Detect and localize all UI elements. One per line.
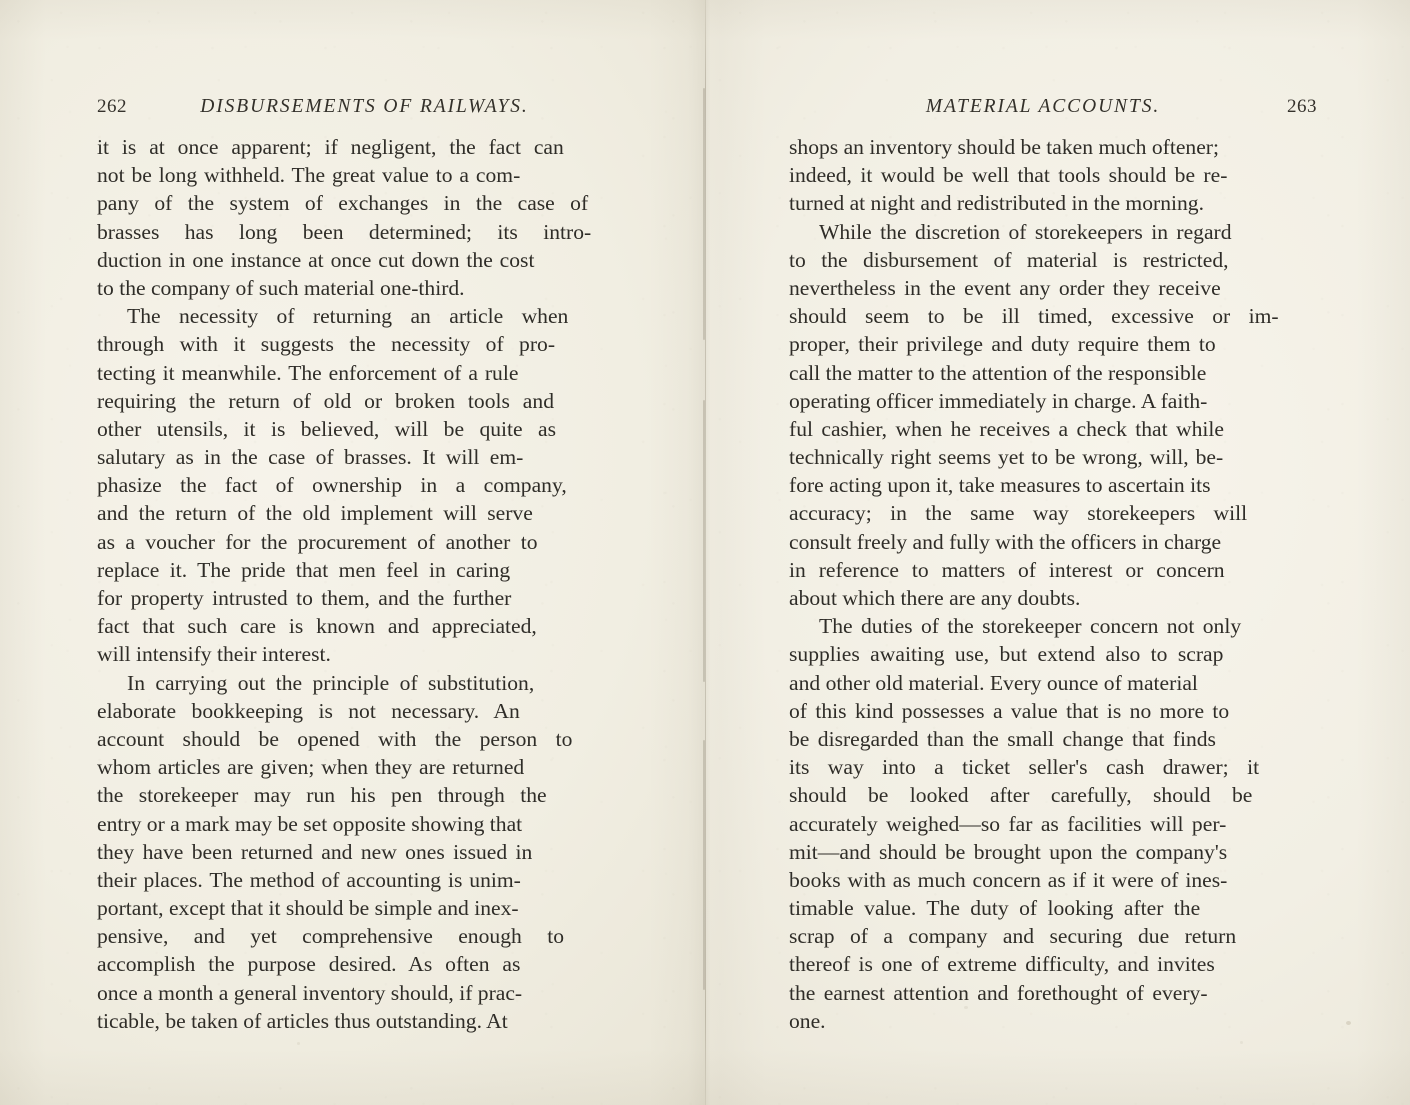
text-line: about which there are any doubts. — [789, 586, 1081, 610]
right-page-folio: 263 — [1287, 96, 1317, 117]
left-page-header-title: DISBURSEMENTS OF RAILWAYS. — [200, 96, 529, 117]
text-line: portant, except that it should be simple and inex- — [97, 896, 519, 921]
text-line: replace it. The pride that men feel in caring — [97, 557, 511, 582]
text-line: supplies awaiting use, but extend also to scrap — [789, 642, 1224, 667]
text-line: account should be opened with the person to — [97, 726, 573, 751]
right-page-header-title: MATERIAL ACCOUNTS. — [925, 96, 1161, 117]
text-line: fact that such care is known and appreciated, — [97, 614, 537, 639]
text-line — [97, 302, 628, 330]
binding-stitch-mark — [703, 88, 705, 340]
paper-speck — [297, 1042, 300, 1045]
text-line: other utensils, it is believed, will be quite as — [97, 416, 557, 441]
text-line-content: While the discretion of storekeepers in regard — [819, 219, 1232, 244]
page-edge-shading-top — [0, 0, 1410, 40]
left-page-running-head — [97, 96, 628, 122]
text-line: pensive, and yet comprehensive enough to — [97, 924, 564, 949]
text-line: be disregarded than the small change that finds — [789, 726, 1216, 751]
text-line: and the return of the old implement will serve — [97, 501, 533, 526]
text-line: to the company of such material one-third. — [97, 275, 465, 300]
text-line: accuracy; in the same way storekeepers will — [789, 501, 1248, 526]
binding-stitch-mark — [703, 400, 705, 682]
text-line: proper, their privilege and duty require them to — [789, 332, 1216, 357]
text-line: entry or a mark may be set opposite showing that — [97, 811, 523, 836]
text-line: nevertheless in the event any order they receive — [789, 275, 1221, 300]
right-page-running-head — [789, 96, 1317, 122]
text-line: the earnest attention and forethought of every- — [789, 980, 1208, 1005]
text-line: tecting it meanwhile. The enforcement of a rule — [97, 360, 519, 385]
text-line: they have been returned and new ones issued in — [97, 839, 533, 864]
text-line-content: The duties of the storekeeper concern not only — [819, 614, 1242, 639]
text-line: phasize the fact of ownership in a company, — [97, 473, 567, 498]
text-line: one. — [789, 1008, 826, 1033]
text-line-content: In carrying out the principle of substitution, — [127, 670, 535, 695]
binding-gutter-shadow — [648, 0, 766, 1105]
text-line: it is at once apparent; if negligent, the fact can — [97, 135, 564, 159]
text-line: turned at night and redistributed in the morning. — [789, 191, 1204, 216]
paper-speck — [1240, 1041, 1243, 1044]
binding-gutter-seam — [705, 0, 706, 1105]
text-line — [789, 612, 1317, 640]
text-line: technically right seems yet to be wrong, will, be- — [789, 445, 1224, 470]
text-line — [789, 218, 1317, 246]
text-line: its way into a ticket seller's cash drawer; it — [789, 755, 1260, 780]
text-line: salutary as in the case of brasses. It will em- — [97, 445, 524, 470]
page-edge-shading-bottom — [0, 1049, 1410, 1105]
text-line: of this kind possesses a value that is no more to — [789, 698, 1230, 723]
text-line: pany of the system of exchanges in the case of — [97, 191, 589, 216]
text-line: scrap of a company and securing due return — [789, 924, 1237, 949]
text-line: will intensify their interest. — [97, 642, 331, 667]
text-line: ticable, be taken of articles thus outstanding. At — [97, 1008, 508, 1033]
text-line: mit—and should be brought upon the company's — [789, 839, 1228, 864]
text-line: shops an inventory should be taken much oftener; — [789, 135, 1219, 159]
text-line: operating officer immediately in charge. A faith- — [789, 388, 1208, 413]
text-line: their places. The method of accounting is unim- — [97, 867, 521, 892]
text-line: duction in one instance at once cut down the cost — [97, 247, 535, 272]
text-line: in reference to matters of interest or concern — [789, 557, 1225, 582]
text-line: not be long withheld. The great value to a com- — [97, 163, 521, 188]
text-line: indeed, it would be well that tools should be re- — [789, 163, 1228, 188]
text-line: once a month a general inventory should, if prac- — [97, 980, 523, 1005]
text-line: through with it suggests the necessity of pro- — [97, 332, 556, 357]
left-page-folio: 262 — [97, 96, 127, 117]
text-line: thereof is one of extreme difficulty, and invites — [789, 952, 1215, 977]
text-line: the storekeeper may run his pen through the — [97, 783, 547, 808]
text-line: elaborate bookkeeping is not necessary. An — [97, 698, 520, 723]
text-line: accurately weighed—so far as facilities will per- — [789, 811, 1227, 836]
text-line — [97, 669, 628, 697]
text-line-content: The necessity of returning an article when — [127, 304, 569, 329]
text-line: call the matter to the attention of the responsible — [789, 360, 1207, 385]
binding-stitch-mark — [703, 740, 705, 990]
text-line: ful cashier, when he receives a check that while — [789, 416, 1225, 441]
text-line: as a voucher for the procurement of another to — [97, 529, 538, 554]
text-line: requiring the return of old or broken tools and — [97, 388, 554, 413]
text-line: whom articles are given; when they are returned — [97, 755, 525, 780]
right-page-text-column — [789, 133, 1317, 1035]
text-line: to the disbursement of material is restricted, — [789, 247, 1229, 272]
left-page-text-column — [97, 133, 628, 1035]
text-line: books with as much concern as if it were of ines- — [789, 867, 1228, 892]
text-line: timable value. The duty of looking after the — [789, 896, 1201, 921]
text-line: should be looked after carefully, should be — [789, 783, 1253, 808]
text-line: consult freely and fully with the officers in charge — [789, 529, 1222, 554]
paper-speck — [1346, 1021, 1351, 1025]
text-line: brasses has long been determined; its intro- — [97, 219, 592, 244]
text-line: and other old material. Every ounce of material — [789, 670, 1198, 695]
text-line: accomplish the purpose desired. As often as — [97, 952, 521, 977]
page-edge-shading-left — [0, 0, 46, 1105]
text-line: should seem to be ill timed, excessive or im- — [789, 304, 1279, 329]
text-line: for property intrusted to them, and the further — [97, 586, 512, 610]
text-line: fore acting upon it, take measures to ascertain its — [789, 473, 1211, 498]
page-edge-shading-right — [1356, 0, 1410, 1105]
